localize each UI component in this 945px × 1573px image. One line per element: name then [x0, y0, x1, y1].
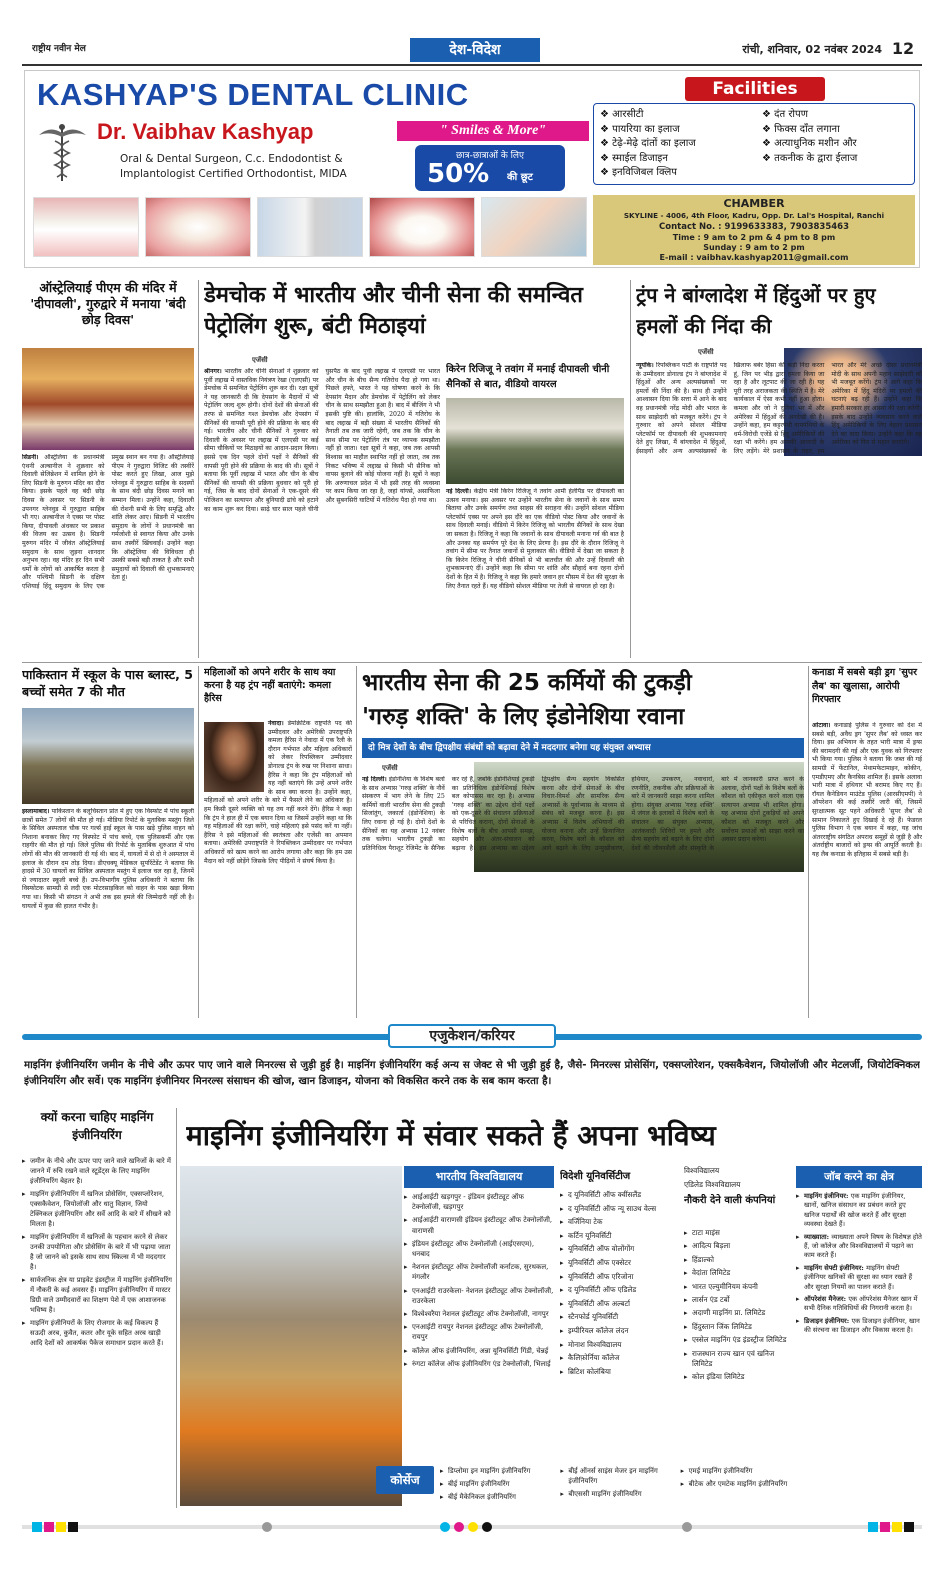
- indian-list: [404, 1192, 554, 1464]
- company-item: ▸ राजस्थान राज्य खान एवं खनिज लिमिटेड: [684, 1349, 792, 1370]
- courses-items: [440, 1466, 794, 1506]
- column-rule: [22, 662, 922, 663]
- dental-ad: [24, 70, 920, 268]
- section-label: देश-विदेश: [410, 38, 540, 62]
- main-headline: माइनिंग इंजीनियरिंग में संवार सकते हैं अपना भविष्य: [186, 1119, 716, 1152]
- education-banner-bar: [22, 1024, 922, 1048]
- headline-line-1: भारतीय सेना की 25 कर्मियों की टुकड़ी: [362, 670, 692, 696]
- company-item: ▸ हिंडाल्को: [684, 1255, 792, 1265]
- foreign-university-item: ▸ द यूनिवर्सिटी ऑफ न्यू साउथ वेल्स: [560, 1204, 678, 1215]
- field-list: [796, 1192, 922, 1504]
- company-item: ▸ एस्सेल माइनिंग एंड इंडस्ट्रीज लिमिटेड: [684, 1335, 792, 1345]
- chamber-time: Time : 9 am to 2 pm & 4 pm to 8 pm: [672, 233, 836, 242]
- job-field-desc: माइनिंग सेफ्टी इंजीनियर खनिकों की सुरक्षा का ध्यान रखते हैं और सुरक्षा नियमों का पालन कराते हैं।: [804, 1263, 913, 1291]
- indian-title: भारतीय विश्वविद्यालय: [404, 1166, 554, 1188]
- column-rule: [630, 280, 631, 658]
- column-rule: [198, 666, 199, 1018]
- dot-cyan: [440, 1522, 450, 1532]
- hiring-companies: [684, 1166, 792, 1466]
- article-text: इंडोनेशिया के विशेष बलों के साथ अभ्यास 'गरुड़ शक्ति' के नौवें संस्करण में भाग लेने के लिए 25 कर्मियों वाली भारतीय सेना की टुकड़ी सिजांतुंग, जकार्ता (इंडोनेशिया) के लिए रवाना हो गई है। दोनों देशों के सैनिकों का यह अभ्यास 12 नवंबर तक चलेगा। भारतीय टुकड़ी का प्रतिनिधित्व पैराशूट रेजिमेंट के सैनिक कर रहे हैं, जबकि इंडोनेशियाई टुकड़ी का प्रतिनिधित्व इंडोनेशियाई विशेष बल कोपासस कर रहा है। अभ्यास 'गरुड़ शक्ति' का उद्देश्य दोनों पक्षों को एक-दूसरे की संचालन प्रक्रियाओं से परिचित कराना, दोनों सेनाओं के विशेष बलों के बीच आपसी समझ, सहयोग और अंतर-संचालन को बढ़ाना है। इस अभ्यास का उद्देश्य द्विपक्षीय सैन्य सहयोग विकसित करना और दोनों सेनाओं के बीच विचार-विमर्श और सामरिक सैन्य अभ्यासों के पूर्वाभ्यास के माध्यम से संबंध को मजबूत करना है। इस अभ्यास में विशेष अभियानों की योजना बनाना और उन्हें क्रियान्वित करना, विशेष बलों के कौशल को आगे बढ़ाने के लिए उन्मुखीकरण, हथियार, उपकरण, नवाचारों, रणनीति, तकनीक और प्रक्रियाओं के बारे में जानकारी साझा करना शामिल होगा। संयुक्त अभ्यास 'गरुड़ शक्ति' में जंगल के इलाकों में विशेष बलों के संचालन का संयुक्त अभ्यास, आतंकवादी शिविरों पर हमले और सैन्य सहयोग को बढ़ाने के लिए दोनों देशों की जीवनशैली और संस्कृति के बारे में जानकारी प्राप्त करने के अलावा, दोनों पक्षों के विशेष बलों के कौशल को एकीकृत करने वाला एक सत्यापन अभ्यास भी शामिल होगा। यह अभ्यास दोनों टुकड़ियों को अपने कौशल को मजबूत करने और सर्वोत्तम प्रथाओं को साझा करने का अवसर प्रदान करेगा।: [362, 776, 804, 852]
- article-text: केंद्रीय मंत्री किरेन रिजिजू ने तवांग आर्मी हेलीपैड पर दीपावली का उत्सव मनाया। इस अवसर पर उन्होंने भारतीय सेना के जवानों के साथ समय बिताया और उनके समर्पण तथा साहस की सराहना की। उन्होंने सोशल मीडिया प्लेटफॉर्म एक्स पर अपने इस दौरे का एक वीडियो पोस्ट किया और जवानों के साथ दिवाली मनाई। वीडियो में किरेन रिजिजू को भारतीय सैनिकों के साथ देखा जा सकता है। रिजिजू ने कहा कि जवानों के साथ दीपावली मनाना गर्व की बात है और उनका यह समर्पण पूरे देश के लिए प्रेरणा है। इस दौरे के दौरान रिजिजू ने तवांग में सीमा पर तैनात जवानों से मुलाकात की। वीडियो में देखा जा सकता है कि किरेन रिजिजू ने चीनी सैनिकों से भी बातचीत की और उन्हें दिवाली की शुभकामनाएं दीं। उन्होंने कहा कि सीमा पर शांति और सौहार्द बना रहना दोनों देशों के हित में है। रिजिजू ने कहा कि हमारे जवान हर मौसम में देश की सुरक्षा के लिए तैनात रहते हैं। यह वीडियो सोशल मीडिया पर तेजी से वायरल हो रहा है।: [446, 488, 624, 590]
- foreign-university-item: ▸ स्टैनफोर्ड यूनिवर्सिटी: [560, 1312, 678, 1323]
- course-item: ▸ बीई माइनिंग इंजीनियरिंग: [440, 1479, 553, 1489]
- job-field-item: [796, 1192, 922, 1230]
- foreign-university-item: ▸ यूनिवर्सिटी ऑफ अल्बर्टा: [560, 1299, 678, 1310]
- headline-line-2: 'गरुड़ शक्ति' के लिए इंडोनेशिया रवाना: [362, 704, 685, 730]
- job-field-item: [796, 1295, 922, 1314]
- article-text: कनाडाई पुलिस ने गुरुवार को देश में सबसे बड़ी, अवैध ड्रग 'सुपर लैब' को ध्वस्त कर दिया। इस अभियान के तहत भारी मात्रा में ड्रग्स की बरामदगी की गई और एक युवक को गिरफ्तार भी किया गया। पुलिस ने बताया कि जब्त की गई सामग्री में फेंटानिल, मेथामफेटामाइन, कोकीन, एमडीएमए और कैनबिस शामिल हैं। इसके अलावा भारी मात्रा में हथियार भी बरामद किए गए हैं। रॉयल कैनेडियन माउंटेड पुलिस (आरसीएमपी) ने ऑपरेशन की कई तस्वीरें जारी कीं, जिसमें सुरक्षात्मक सूट पहने अधिकारी 'सुपर लैब' से सामान निकालते हुए दिखाई दे रहे हैं। फेडरल पुलिस विभाग ने एक बयान में कहा, यह जांच अंतरराष्ट्रीय संगठित अपराध समूहों से जुड़ी है और अंतर्राष्ट्रीय बाजारों को ड्रग्स की आपूर्ति करती है। यह लैब कनाडा के इतिहास में सबसे बड़ी है।: [812, 722, 922, 858]
- foreign-university-item: ▸ ब्रिटिश कोलंबिया: [560, 1367, 678, 1378]
- article-dateline: नई दिल्ली।: [362, 776, 387, 783]
- job-fields: [796, 1166, 922, 1506]
- why-item: ▸ माइनिंग इंजीनियरिंग में खनिजों के पहचान करने से लेकर उनकी उपयोगिता और प्रोसेसिंग के बारे में भी पढ़ाया जाता है जो जानने को इसके साथ साथ स्किल्स में भी मददगार है।: [22, 1232, 172, 1272]
- paper-logo: राष्ट्रीय नवीन मेल: [32, 44, 86, 54]
- foreign-universities: [560, 1166, 678, 1466]
- photo-diwali-temple: [22, 348, 194, 450]
- dot-register: [262, 1522, 272, 1532]
- facility-item: ❖ टेढ़े-मेढ़े दांतों का इलाज: [600, 138, 696, 149]
- indian-university-item: ▸ विश्वेश्वरैया नेशनल इंस्टीट्यूट ऑफ टेक्नोलॉजी, नागपुर: [404, 1309, 554, 1319]
- foreign-university-item: ▸ यूनिवर्सिटी ऑफ एरिजोना: [560, 1272, 678, 1283]
- job-field-item: [796, 1233, 922, 1261]
- column-rule: [356, 666, 357, 1018]
- article-dateline: श्रीनगर।: [204, 368, 222, 375]
- job-field-term: व्याख्याता:: [804, 1232, 832, 1241]
- dot-yellow: [468, 1522, 478, 1532]
- story-canada: [812, 666, 922, 1018]
- headline: ट्रंप ने बांग्लादेश में हिंदुओं पर हुए हमलों की निंदा की: [636, 283, 876, 338]
- indian-university-item: ▸ कॉलेज ऑफ इंजीनियरिंग, अन्ना यूनिवर्सिटी गिंडी, चेन्नई: [404, 1346, 554, 1356]
- course-item: ▸ डिप्लोमा इन माइनिंग इंजीनियरिंग: [440, 1466, 553, 1476]
- story-australia: [22, 280, 194, 662]
- company-item: ▸ अदाणी माइनिंग प्रा. लिमिटेड: [684, 1308, 792, 1318]
- article-dateline: न्यूयॉर्क।: [636, 362, 654, 369]
- facilities-right: [762, 108, 914, 184]
- facility-item: ❖ अत्याधुनिक मशीन और: [762, 138, 857, 149]
- swatch-cyan: [32, 1522, 42, 1532]
- facility-item: ❖ आरसीटी: [600, 109, 644, 120]
- facilities-title: Facilities: [685, 77, 825, 101]
- facilities-box: [593, 103, 915, 185]
- headline: महिलाओं को अपने शरीर के साथ क्या करना है यह ट्रंप नहीं बताएंगे: कमला हैरिस: [204, 667, 336, 704]
- why-item: ▸ माइनिंग इंजीनियरों के लिए रोजगार के कई विकल्प हैं सऊदी अरब, कुवैत, कतर और यूके सहित अरब खाड़ी आदि देशों को आकर्षक पैकेज समाधान प्रदान करते हैं।: [22, 1318, 172, 1348]
- dental-photo-4: [369, 197, 475, 257]
- job-field-desc: एक ऑपरेशंस मैनेजर खान में सभी दैनिक गतिविधियों की निगरानी करता है।: [804, 1295, 918, 1313]
- photo-mining-workers: [180, 1166, 402, 1506]
- offer-tail: की छूट: [507, 172, 533, 183]
- headline: ऑस्ट्रेलियाई पीएम की मंदिर में 'दीपावली', गुरुद्वारे में मनाया 'बंदी छोड़ दिवस': [30, 280, 186, 327]
- company-item: ▸ लार्सन एंड टर्बो: [684, 1295, 792, 1305]
- courses-badge: कोर्सेज: [376, 1466, 434, 1494]
- why-item: ▸ माइनिंग इंजीनियरिंग में खनिज प्रोसेसिंग, एक्सप्लोरेशन, एक्सकैवेशन, जियोलॉजी और धातु विज्ञान, जियो टेक्निकल इंजीनियरिंग और सर्वे आदि के बारे में सीखने को मिलता है।: [22, 1189, 172, 1229]
- course-item: ▸ एमई माइनिंग इंजीनियरिंग: [681, 1466, 794, 1476]
- column-rule: [808, 666, 809, 1018]
- article-body: [636, 362, 922, 658]
- why-item: ▸ सार्वजनिक क्षेत्र या प्राइवेट इंडस्ट्रीज में माइनिंग इंजीनियरिंग में नौकरी के कई अवसर हैं। माइनिंग इंजीनियरिंग में मास्टर डिग्री वाले उम्मीदवारों का शिक्षण पेशे में एक आशाजनक भविष्य है।: [22, 1275, 172, 1315]
- dot-register: [682, 1522, 692, 1532]
- offer-line: छात्र-छात्राओं के लिए: [455, 151, 525, 160]
- swatch-black: [68, 1522, 78, 1532]
- indian-university-item: ▸ एनआईटी रायपुर नेशनल इंस्टीट्यूट ऑफ टेक्नोलॉजी, रायपुर: [404, 1322, 554, 1342]
- course-item: ▸ बीटेक और एमटेक माइनिंग इंजीनियरिंग: [681, 1479, 794, 1489]
- doctor-name: Dr. Vaibhav Kashyap: [97, 119, 314, 144]
- story-rijiju: [446, 362, 624, 660]
- swatch-cyan: [868, 1522, 878, 1532]
- dental-photo-2: [145, 197, 251, 257]
- jobs-list: [684, 1228, 792, 1466]
- column-rule: [176, 1108, 177, 1508]
- course-item: ▸ बीई ऑनर्स साइंस मेजर इन माइनिंग इंजीनियरिंग: [560, 1466, 673, 1486]
- article-text: ऑस्ट्रेलिया के प्रधानमंत्री एंथनी अल्बानीज ने शुक्रवार को दिवाली सेलिब्रेशन में शामिल होने के लिए सिडनी के मुरुगन मंदिर का दौरा किया। इसके पहले वह बंदी छोड़ दिवस के अवसर पर सिडनी के उपनगर ग्लेनवुड में गुरुद्वारा साहिब भी गए। अल्बानीज ने एक्स पर पोस्ट किया, दीपावली अंधकार पर प्रकाश की विजय का उत्सव है। सिडनी मुरुगन मंदिर में जीवंत ऑस्ट्रेलियाई समुदाय के साथ जुड़ना शानदार अनुभव रहा। वह मंदिर हर दिन सभी धर्मों के लोगों को आकर्षित करता है और पश्चिमी सिडनी के दक्षिण एशियाई हिंदू समुदाय के लिए एक प्रमुख स्थान बन गया है। ऑस्ट्रेलियाई पीएम ने गुरुद्वारा विजिट की तस्वीरें पोस्ट करते हुए लिखा, आज मुझे ग्लेनवुड में गुरुद्वारा साहिब के सदस्यों के साथ बंदी छोड़ दिवस मनाने का सम्मान मिला। उन्होंने कहा, दिवाली की रोशनी सभी के लिए समृद्धि और शांति लेकर आए। सिडनी में भारतीय समुदाय के लोगों ने प्रधानमंत्री का गर्मजोशी से स्वागत किया और उनके साथ तस्वीरें खिंचवाईं। उन्होंने कहा कि ऑस्ट्रेलिया की विविधता ही उसकी सबसे बड़ी ताकत है और सभी समुदायों को दिवाली की शुभकामनाएं देता हूं।: [22, 454, 194, 590]
- doctor-credentials-2: Implantologist Certified Orthodontist, MIDA: [120, 168, 347, 180]
- indian-university-item: ▸ नेशनल इंस्टीट्यूट ऑफ टेक्नोलॉजी कर्नाटक, सुरथकल, मंगलौर: [404, 1262, 554, 1282]
- dateline: रांची, शनिवार, 02 नवंबर 2024: [742, 43, 882, 56]
- education-intro: माइनिंग इंजीनियरिंग जमीन के नीचे और ऊपर पाए जाने वाले मिनरल्स से जुड़ी हुई है। माइनिंग इंजीनियरिंग कई अन्य स जेक्ट से भी जुड़ी हुई है, जैसे- मिनरल्स प्रोसेसिंग, एक्सप्लोरेशन, एक्सकैवेशन, जियोलॉजी और मेटलर्जी, जियोटेक्निकल इंजीनियरिंग और सर्वे। एक माइनिंग इंजीनियर मिनरल्स संसाधन की खोज, खान डिजाइन, योजना को विकसित करने तक के सब काम करता है।: [24, 1060, 920, 1087]
- article-dateline: सिडनी।: [22, 454, 39, 461]
- photo-blast-site: [22, 708, 194, 804]
- article-dateline: इस्लामाबाद।: [22, 808, 50, 815]
- indian-university-item: ▸ रुंगटा कॉलेज ऑफ इंजीनियरिंग एंड टेक्नोलॉजी, भिलाई: [404, 1359, 554, 1369]
- dental-photo-1: [33, 197, 139, 257]
- offer-percent: 50%: [427, 159, 490, 189]
- headline: पाकिस्तान में स्कूल के पास ब्लास्ट, 5 बच्चों समेत 7 की मौत: [22, 667, 193, 699]
- swatch-yellow: [56, 1522, 66, 1532]
- headline: किरेन रिजिजू ने तवांग में मनाई दीपावली चीनी सैनिकों से बात, वीडियो वायरल: [446, 364, 610, 390]
- byline: एजेंसी: [382, 764, 398, 772]
- tagline: " Smiles & More": [397, 121, 589, 141]
- article-body: [22, 808, 194, 1016]
- company-item: ▸ आदित्य बिड़ला: [684, 1241, 792, 1251]
- field-title: जॉब करने का क्षेत्र: [796, 1166, 922, 1188]
- caduceus-icon: [35, 121, 90, 183]
- chamber-box: [593, 195, 915, 265]
- chamber-address: SKYLINE - 4006, 4th Floor, Kadru, Opp. Dr. Lal's Hospital, Ranchi: [623, 211, 885, 220]
- article-body: [362, 776, 804, 1016]
- foreign-university-item: ▸ यूनिवर्सिटी ऑफ एक्सेटर: [560, 1258, 678, 1269]
- dental-photo-3: [257, 197, 363, 257]
- article-body: [22, 454, 194, 660]
- swatch-yellow: [892, 1522, 902, 1532]
- article-text: पाकिस्तान के बलूचिस्तान प्रांत में हुए एक विस्फोट में पांच स्कूली छात्रों समेत 7 लोगों की मौत हो गई। मीडिया रिपोर्ट के मुताबिक मस्तुंग जिले के सिविल अस्पताल चौक पर गर्ल्स हाई स्कूल के पास खड़े पुलिस वाहन को निशाना बनाकर किए गए विस्फोट में पांच बच्चे, एक पुलिसकर्मी और एक राहगीर की मौत हो गई। जिले पुलिस की रिपोर्ट के मुताबिक शुरुआत में पांच लोगों की मौत की जानकारी दी गई थी। बाद में, घायलों में से दो ने अस्पताल में इलाज के दौरान दम तोड़ दिया। डीएचक्यू मेडिकल सुपरिंटेंडेंट ने बताया कि हादसे में 30 घायलों का सिविल अस्पताल मस्तुंग में इलाज चल रहा है, जिनमें से ज्यादातर स्कूली बच्चे हैं। उप-विभागीय पुलिस अधिकारी ने बताया कि विस्फोटक सामग्री से लदी एक मोटरसाइकिल को वाहन के पास खड़ा किया गया था। किसी भी संगठन ने अभी तक इस हमले की जिम्मेदारी नहीं ली है। घायलों में कुछ की हालत गंभीर है।: [22, 808, 194, 910]
- swatch-magenta: [880, 1522, 890, 1532]
- chamber-title: CHAMBER: [723, 197, 785, 210]
- foreign-title: विदेशी यूनिवर्सिटीज: [560, 1171, 631, 1182]
- facility-item: ❖ इनविजिबल क्लिप: [600, 167, 677, 178]
- facilities-left: [600, 108, 765, 184]
- foreign-list: [560, 1190, 678, 1466]
- foreign-university-item: ▸ कर्टिन यूनिवर्सिटी: [560, 1231, 678, 1242]
- article-text: भारतीय और चीनी सेनाओं ने शुक्रवार को पूर्वी लद्दाख में वास्तविक नियंत्रण रेखा (एलएसी) पर डेमचोक में समन्वित पेट्रोलिंग शुरू कर दी। रक्षा सूत्रों ने यह जानकारी दी कि देपसांग के मैदानों में भी पेट्रोलिंग जल्द शुरू होगी। दोनों देशों की सेनाओं की तरफ से समन्वित गश्त डेमचोक और देपसांग में सैनिकों की वापसी पूरी होने की प्रक्रिया के बाद की गई। भारतीय और चीनी सैनिकों ने गुरुवार को दिवाली के अवसर पर लद्दाख में एलएसी पर कई सीमा चौकियों पर मिठाइयों का आदान-प्रदान किया। इससे एक दिन पहले दोनों पक्षों ने सैनिकों की वापसी पूरी होने की प्रक्रिया के बाद की थी। सूत्रों ने बताया कि पूर्वी लद्दाख में भारत और चीन के बीच सैनिकों की वापसी की प्रक्रिया बुधवार को पूरी हो गई, जिस के बाद दोनों सेनाओं ने एक-दूसरे की पोजिशन का सत्यापन और बुनियादी ढांचे को हटाने का काम शुरू कर दिया। साढ़े चार साल पहले चीनी घुसपैठ के बाद पूर्वी लद्दाख में एलएसी पर भारत और चीन के बीच सैन्य गतिरोध पैदा हो गया था। पिछले हफ्ते, भारत ने यह घोषणा करने के कि देपसांग मैदान और डेमचोक में पेट्रोलिंग को लेकर चीन के साथ समझौता हुआ है। बाद में बीजिंग ने भी इसकी पुष्टि की। हालांकि, 2020 में गतिरोध के बाद लद्दाख में बड़ी संख्या में भारतीय सैनिकों की तैनाती तब तक जारी रहेगी, जब तक कि चीन के साथ सीमा पर पेट्रोलिंग तंत्र पर व्यापक समझौता नहीं हो जाता। रक्षा सूत्रों ने कहा, जब तक आपसी विश्वास का माहौल स्थापित नहीं हो जाता, तब तक निकट भविष्य में लद्दाख से किसी भी सैनिक को वापस बुलाने की कोई योजना नहीं है। सूत्रों ने कहा कि अरुणाचल प्रदेश में भी इसी तरह की व्यवस्था पर काम किया जा रहा है, जहां यांग्त्से, असाफिला और सुबनसिरी घाटियों में गतिरोध पैदा हो गया था।: [204, 368, 440, 513]
- chamber-email: E-mail : vaibhav.kashyap2011@gmail.com: [659, 253, 849, 262]
- facility-item: ❖ दंत रोपण: [762, 109, 808, 120]
- article-body: [812, 722, 922, 1016]
- education-banner: एजुकेशन/करियर: [388, 1024, 556, 1048]
- story-harris: [204, 666, 352, 1018]
- why-item: ▸ जमीन के नीचे और ऊपर पाए जाने वाले खनिजों के बारे में जानने में रुचि रखने वाले स्टूडेंट्स के लिए माइनिंग इंजीनियरिंग बेहतर है।: [22, 1156, 172, 1186]
- story-pakistan: [22, 666, 194, 1018]
- photo-rijiju-soldiers: [446, 398, 624, 484]
- indian-university-item: ▸ एनआईटी राउरकेला- नेशनल इंस्टीट्यूट ऑफ टेक्नोलॉजी, राउरकेला: [404, 1286, 554, 1306]
- facility-item: ❖ पायरिया का इलाज: [600, 123, 680, 135]
- article-dateline: ओटावा।: [812, 722, 831, 729]
- story-trump: [636, 280, 922, 660]
- foreign-university-item: ▸ इम्पीरियल कॉलेज लंदन: [560, 1326, 678, 1337]
- chamber-sunday: Sunday : 9 am to 2 pm: [703, 243, 805, 252]
- university-item: एडिलेड विश्वविद्यालय: [684, 1180, 741, 1189]
- article-dateline: नेवादा।: [268, 720, 284, 727]
- byline: एजेंसी: [698, 348, 714, 356]
- job-field-desc: एक माइनिंग इंजीनियर, खानों, खनिज संसाधन का प्रबंधन करते हुए खनिज पदार्थों की खोज करते हैं और सुरक्षा व्यवस्था देखते हैं।: [804, 1192, 907, 1229]
- foreign-university-item: ▸ वर्जिनिया टेक: [560, 1217, 678, 1228]
- indian-university-item: ▸ इंडियन इंस्टीट्यूट ऑफ टेक्नोलॉजी (आईएसएम), धनबाद: [404, 1239, 554, 1259]
- story-demchok: [204, 280, 624, 660]
- foreign-university-item: ▸ द यूनिवर्सिटी ऑफ एडिलेड: [560, 1285, 678, 1296]
- job-field-item: [796, 1264, 922, 1292]
- job-field-term: डिजाइन इंजीनियर:: [804, 1316, 852, 1325]
- courses-list: [440, 1466, 794, 1506]
- swatch-magenta: [44, 1522, 54, 1532]
- doctor-credentials-1: Oral & Dental Surgeon, C.c. Endodontist &: [120, 153, 343, 165]
- byline: एजेंसी: [252, 356, 268, 364]
- page-number: 12: [891, 39, 915, 58]
- why-mining-box: [22, 1108, 172, 1508]
- foreign-university-item: ▸ मोनाश विश्वविद्यालय: [560, 1340, 678, 1351]
- article-body: [204, 720, 352, 1016]
- article-body: [446, 488, 624, 660]
- job-field-term: माइनिंग सेफ्टी इंजीनियर:: [804, 1263, 867, 1272]
- student-offer: [415, 145, 565, 191]
- job-field-term: माइनिंग इंजीनियर:: [804, 1192, 851, 1200]
- company-item: ▸ वेदांता लिमिटेड: [684, 1268, 792, 1278]
- company-item: ▸ भारत एल्युमीनियम कंपनी: [684, 1282, 792, 1292]
- swatch-black: [904, 1522, 914, 1532]
- company-item: ▸ कोल इंडिया लिमिटेड: [684, 1372, 792, 1382]
- chamber-contact: Contact No. : 9199633383, 7903835463: [659, 222, 849, 232]
- dot-magenta: [454, 1522, 464, 1532]
- foreign-university-item: ▸ कैलिफ़ोर्निया कॉलेज: [560, 1353, 678, 1364]
- dental-photo-5: [481, 197, 587, 257]
- clinic-name: KASHYAP'S DENTAL CLINIC: [37, 77, 469, 112]
- company-item: ▸ हिंदुस्तान जिंक लिमिटेड: [684, 1322, 792, 1332]
- article-text: रिपब्लिकन पार्टी के राष्ट्रपति पद के उम्मीदवार डोनाल्ड ट्रंप ने बांग्लादेश में हिंदुओं और अन्य अल्पसंख्यकों पर हमलों की निंदा की है। साथ ही उन्होंने आश्वासन दिया कि सत्ता में आने के बाद वह प्रधानमंत्री नरेंद्र मोदी और भारत के साथ साझेदारी को मजबूत करेंगे। ट्रंप ने गुरुवार को अपने सोशल मीडिया प्लेटफॉर्म पर दीपावली की शुभकामनाएं देते हुए लिखा, मैं बांग्लादेश में हिंदुओं, ईसाइयों और अन्य अल्पसंख्यकों के खिलाफ बर्बर हिंसा की कड़ी निंदा करता हूं, जिन पर भीड़ द्वारा हमला किया जा रहा है और लूटपाट की जा रही है। यह पूरी तरह अराजकता की स्थिति में है। मेरे कार्यकाल में ऐसा कभी नहीं हुआ होता। कमला और जो ने दुनिया भर में और अमेरिका में हिंदुओं की अनदेखी की है। उन्होंने कहा, हम कट्टरपंथी वामपंथियों के धर्म-विरोधी एजेंडे से हिंदू अमेरिकियों की रक्षा भी करेंगे। हम आपकी आजादी के लिए लड़ेंगे। मेरे प्रशासन के तहत, हम भारत और मेरे अच्छे दोस्त प्रधानमंत्री मोदी के साथ अपनी महान साझेदारी को भी मजबूत करेंगे। ट्रंप ने आगे कहा कि अमेरिका में हिंदू मंदिरों पर हमलों की घटनाएं बढ़ रही हैं। उन्होंने कहा कि हमारी सरकार हर आस्था की रक्षा करेगी। इसके बाद उन्होंने व्यवसाय करने वाले हिंदू अमेरिकियों के लिए बेहतर प्रशासन देने का वादा किया। उन्होंने कहा कि वह अमेरिका को फिर से महान बनाएंगे।: [636, 362, 922, 455]
- indian-university-item: ▸ आईआईटी वाराणसी इंडियन इंस्टीट्यूट ऑफ टेक्नोलॉजी, वाराणसी: [404, 1215, 554, 1235]
- facility-item: ❖ स्माईल डिजाइन: [600, 152, 668, 164]
- headline: कनाडा में सबसे बड़ी ड्रग 'सुपर लैब' का खुलासा, आरोपी गिरफ्तार: [812, 667, 918, 705]
- deck: दो मित्र देशों के बीच द्विपक्षीय संबंधों को बढ़ावा देने में मददगार बनेगा यह संयुक्त अभ्यास: [362, 738, 804, 758]
- masthead: [22, 38, 922, 64]
- course-item: ▸ बीएससी माइनिंग इंजीनियरिंग: [560, 1489, 673, 1499]
- why-title: क्यों करना चाहिए माइनिंग इंजीनियरिंग: [40, 1110, 154, 1142]
- article-body: [204, 368, 440, 658]
- footer-bar: [22, 1520, 922, 1534]
- foreign-university-item: ▸ यूनिवर्सिटी ऑफ वोलोंगोंग: [560, 1244, 678, 1255]
- foreign-university-item: ▸ द यूनिवर्सिटी ऑफ क्वींसलैंड: [560, 1190, 678, 1201]
- headline: डेमचोक में भारतीय और चीनी सेना की समन्वित पेट्रोलिंग शुरू, बंटी मिठाइयां: [204, 283, 583, 339]
- why-list: [22, 1156, 172, 1506]
- company-item: ▸ टाटा माइंस: [684, 1228, 792, 1238]
- facility-item: ❖ फिक्स दाँत लगाना: [762, 123, 840, 135]
- university-head: विश्वविद्यालय: [684, 1166, 720, 1175]
- course-item: ▸ बीई मैकेनिकल इंजीनियरिंग: [440, 1492, 553, 1502]
- jobs-title: नौकरी देने वाली कंपनियां: [684, 1195, 776, 1206]
- dot-black: [482, 1522, 492, 1532]
- job-field-desc: व्याख्याता अपने विषय के विशेषज्ञ होते हैं, जो कॉलेज और विश्वविद्यालयों में पढ़ाने का काम करते हैं।: [804, 1232, 922, 1260]
- story-garuda: [362, 666, 804, 1018]
- indian-universities: [404, 1166, 554, 1466]
- article-dateline: नई दिल्ली।: [446, 488, 472, 495]
- indian-university-item: ▸ आईआईटी खड़गपुर - इंडियन इंस्टीट्यूट ऑफ टेक्नोलॉजी, खड़गपुर: [404, 1192, 554, 1212]
- job-field-term: ऑपरेशंस मैनेजर:: [804, 1295, 849, 1304]
- article-text: डेमोक्रेटिक राष्ट्रपति पद की उम्मीदवार और अमेरिकी उपराष्ट्रपति कमला हैरिस ने नेवादा में एक रैली के दौरान गर्भपात और महिला अधिकारों को लेकर रिपब्लिकन उम्मीदवार डोनाल्ड ट्रंप के रुख पर निशाना साधा। हैरिस ने कहा कि ट्रंप महिलाओं को यह नहीं बताएंगे कि उन्हें अपने शरीर के साथ क्या करना है। उन्होंने कहा, महिलाओं को अपने शरीर के बारे में फैसले लेने का अधिकार है। हम किसी दूसरे व्यक्ति को यह तय नहीं करने देंगे। हैरिस ने कहा कि ट्रंप ने हाल ही में एक बयान दिया था जिसमें उन्होंने कहा था कि वह महिलाओं की रक्षा करेंगे, चाहे महिलाएं इसे पसंद करें या नहीं। हैरिस ने इसे महिलाओं की स्वतंत्रता और एजेंसी का अपमान बताया। अमेरिकी उपराष्ट्रपति ने रिपब्लिकन उम्मीदवार पर गर्भपात अधिकारों को खत्म करने का आरोप लगाया और कहा कि हम उस मैदान को नहीं छोड़ेंगे जिसके लिए पीढ़ियों ने संघर्ष किया है।: [204, 720, 352, 865]
- facility-item: ❖ तकनीक के द्वारा ईलाज: [762, 152, 858, 164]
- job-field-item: [796, 1317, 922, 1336]
- job-field-desc: एक डिजाइन इंजीनियर, खान की संरचना का डिजाइन और विकास करता है।: [804, 1316, 920, 1335]
- masthead-rule: [22, 64, 922, 66]
- column-rule: [198, 280, 199, 658]
